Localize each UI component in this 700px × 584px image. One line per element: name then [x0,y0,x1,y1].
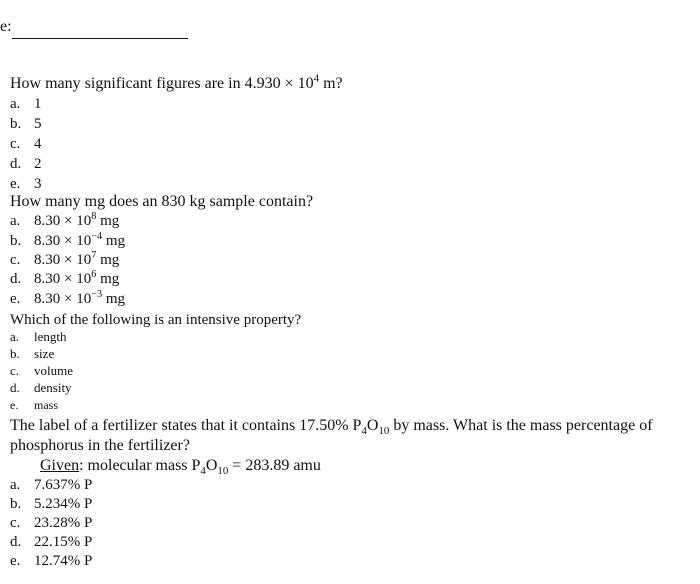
question-3-option-d[interactable] [10,379,72,397]
question-2-option-d[interactable] [10,270,119,288]
option-base: 8.30 × 10 [34,233,92,249]
option-text: 5 [34,116,42,132]
question-2-prompt: How many mg does an 830 kg sample contain? [10,193,314,210]
option-text: 1 [34,96,42,112]
question-1-option-e[interactable] [10,175,42,193]
option-letter: d. [10,156,22,172]
question-2-option-e[interactable] [10,290,125,308]
option-exponent: 6 [91,269,97,280]
option-letter: c. [10,363,20,378]
given-text-b: O [205,457,218,474]
question-3-option-c[interactable] [10,362,73,380]
option-text: size [34,346,55,361]
question-4-option-a[interactable] [10,476,92,494]
question-4-option-d[interactable] [10,533,92,551]
given-sub-1: 4 [200,465,206,478]
option-base: 8.30 × 10 [34,252,92,268]
option-text: 2 [34,156,42,172]
option-unit: mg [102,233,125,249]
option-letter: d. [10,534,22,550]
question-3-option-a[interactable] [10,328,67,346]
option-letter: a. [10,96,21,112]
option-letter: b. [10,496,22,512]
option-letter: a. [10,477,21,493]
question-4-prompt [10,416,670,456]
question-4-option-e[interactable] [10,552,92,570]
given-label: Given [40,457,80,474]
option-letter: e. [10,291,21,307]
question-1-option-a[interactable] [10,95,42,113]
option-exponent: 8 [91,211,97,222]
option-text: mass [34,398,58,412]
question-4-sub-1: 4 [361,425,367,438]
question-1-prompt [10,74,343,94]
option-text: 5.234% P [34,496,93,512]
name-blank-line [12,38,188,39]
option-exponent: −4 [91,231,103,242]
option-text: density [34,380,72,395]
option-letter: c. [10,252,21,268]
option-letter: e. [10,398,19,412]
option-base: 8.30 × 10 [34,291,92,307]
option-letter: d. [10,271,22,287]
question-3-option-b[interactable] [10,345,54,363]
option-base: 8.30 × 10 [34,213,92,229]
option-exponent: 7 [91,250,97,261]
question-4-text-c: by mass. What is the mass percentage of phosphorus in the fertilizer? [10,417,653,454]
name-label: e: [0,18,12,35]
option-text: 3 [34,176,42,192]
option-text: 4 [34,136,42,152]
question-4-text-a: The label of a fertilizer states that it contains 17.50% P [10,417,362,434]
given-sub-2: 10 [217,465,229,478]
question-2-option-b[interactable] [10,232,125,250]
question-4-option-c[interactable] [10,514,92,532]
given-text-a: : molecular mass P [79,457,201,474]
option-text: volume [34,363,73,378]
option-letter: c. [10,515,21,531]
question-2-option-a[interactable] [10,212,119,230]
question-4-sub-2: 10 [378,425,390,438]
option-letter: d. [10,380,20,395]
question-1-text: How many significant figures are in 4.930 × 10 [10,75,314,92]
question-1-option-c[interactable] [10,135,42,153]
question-1-option-b[interactable] [10,115,42,133]
question-2-option-c[interactable] [10,251,119,269]
option-text: length [34,329,67,344]
question-1-unit: m? [319,75,343,92]
option-text: 22.15% P [34,534,93,550]
question-3-prompt: Which of the following is an intensive property? [10,312,302,328]
option-letter: b. [10,233,22,249]
option-letter: c. [10,136,21,152]
option-unit: mg [96,271,120,287]
option-unit: mg [96,213,120,229]
given-text-c: = 283.89 amu [228,457,321,474]
option-letter: a. [10,329,20,344]
option-unit: mg [102,291,125,307]
option-letter: e. [10,553,21,569]
option-letter: a. [10,213,21,229]
option-letter: b. [10,116,22,132]
option-text: 23.28% P [34,515,93,531]
option-base: 8.30 × 10 [34,271,92,287]
question-1-option-d[interactable] [10,155,42,173]
option-text: 7.637% P [34,477,93,493]
option-letter: b. [10,346,20,361]
question-3-option-e[interactable] [10,396,58,414]
option-exponent: −3 [91,289,103,300]
option-letter: e. [10,176,21,192]
option-text: 12.74% P [34,553,93,569]
question-4-option-b[interactable] [10,495,92,513]
question-1-exponent: 4 [313,72,320,85]
question-4-given [40,456,321,476]
option-unit: mg [96,252,120,268]
question-4-text-b: O [366,417,379,434]
